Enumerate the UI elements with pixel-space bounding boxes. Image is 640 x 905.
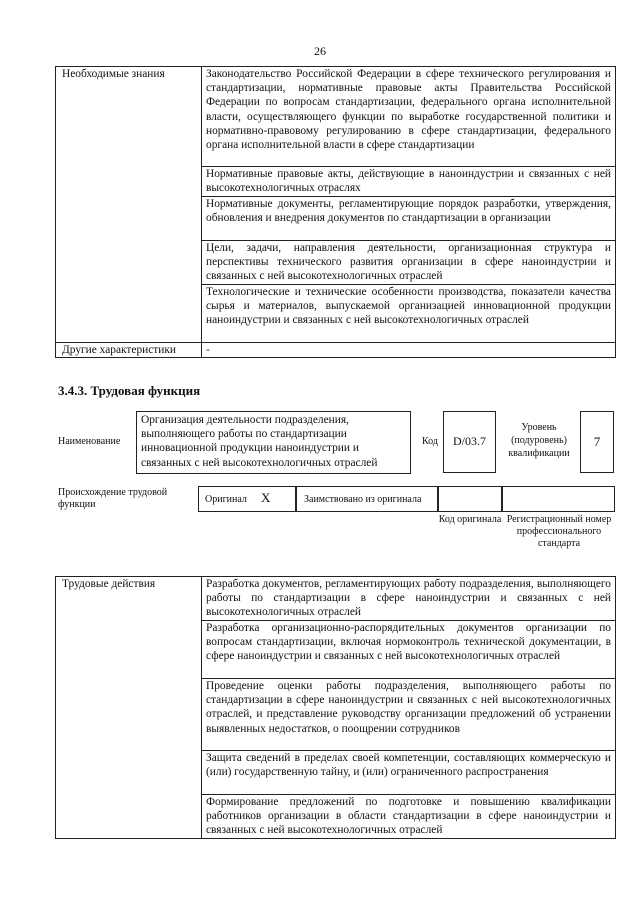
action-item: Проведение оценки работы подразделения, выполняющего работы по стандартизации в сфере наноиндустрии и связанных с ней высокотехнологичных отраслей, и представление руководству организации предложений об устранении выявленных недостатков, о поощрении сотрудников <box>202 679 616 751</box>
knowledge-label: Необходимые знания <box>56 67 202 343</box>
origin-code-cell <box>438 486 502 512</box>
actions-label: Трудовые действия <box>56 577 202 839</box>
knowledge-item: Технологические и технические особенности производства, показатели качества сырья и материалов, выпускаемой организацией инновационной продукции наноиндустрии и связанных с ней высокотехнологичных отраслей <box>202 285 616 343</box>
table-row <box>56 343 616 358</box>
knowledge-table <box>55 66 616 358</box>
knowledge-item: Цели, задачи, направления деятельности, организационная структура и перспективы технического развития организации в сфере наноиндустрии и связанных с ней высокотехнологичных отраслей <box>202 241 616 285</box>
level-value: 7 <box>580 411 614 473</box>
action-item: Формирование предложений по подготовке и повышению квалификации работников организации в области стандартизации в сфере наноиндустрии и связанных с ней высокотехнологичных отраслей <box>202 795 616 839</box>
borrowed-label: Заимствовано из оригинала <box>304 494 422 505</box>
section-heading: 3.4.3. Трудовая функция <box>58 383 201 398</box>
reg-number-caption: Регистрационный номер профессионального стандарта <box>506 514 612 549</box>
table-row <box>56 67 616 167</box>
reg-number-cell <box>502 486 615 512</box>
action-item: Разработка документов, регламентирующих работу подразделения, выполняющего работы по стандартизации в сфере наноиндустрии и связанных с ней высокотехнологичных отраслей <box>202 577 616 621</box>
actions-table <box>55 576 616 839</box>
level-label: Уровень (подуровень) квалификации <box>508 422 570 459</box>
knowledge-item: Нормативные документы, регламентирующие порядок разработки, утверждения, обновления и внедрения документов по стандартизации в организации <box>202 197 616 241</box>
action-item: Защита сведений в пределах своей компетенции, составляющих коммерческую и (или) государственную тайну, и (или) ограниченного распространения <box>202 751 616 795</box>
origin-code-caption: Код оригинала <box>438 514 502 525</box>
page-number: 26 <box>314 44 326 58</box>
action-item: Разработка организационно-распорядительных документов организации по вопросам стандартизации, включая нормоконтроль технической документации, в сфере наноиндустрии и связанных с ней высокотехнологичных отраслей <box>202 621 616 679</box>
original-cell <box>198 486 296 512</box>
function-name: Организация деятельности подразделения, выполняющего работы по стандартизации инновационной продукции наноиндустрии и связанных с ней высокотехнологичных отраслей <box>136 411 411 474</box>
code-value: D/03.7 <box>443 411 496 473</box>
table-row <box>56 577 616 621</box>
name-label: Наименование <box>58 436 121 447</box>
origin-label: Происхождение трудовой функции <box>58 487 168 510</box>
knowledge-item: Нормативные правовые акты, действующие в наноиндустрии и связанных с ней высокотехнологичных отраслях <box>202 167 616 197</box>
borrowed-cell <box>296 486 438 512</box>
knowledge-item: Законодательство Российской Федерации в сфере технического регулирования и стандартизации, нормативные правовые акты Правительства Российской Федерации по вопросам стандартизации, федерального органа исполнительной власти, осуществляющего функции по выработке государственной политики и нормативно-правовому регулированию в сфере стандартизации, федерального органа исполнительной власти в сфере стандартизации <box>202 67 616 167</box>
other-characteristics-label: Другие характеристики <box>56 343 202 358</box>
code-label: Код <box>422 436 438 447</box>
original-label: Оригинал <box>205 494 247 505</box>
other-characteristics-value: - <box>202 343 616 358</box>
original-mark: X <box>261 490 271 505</box>
